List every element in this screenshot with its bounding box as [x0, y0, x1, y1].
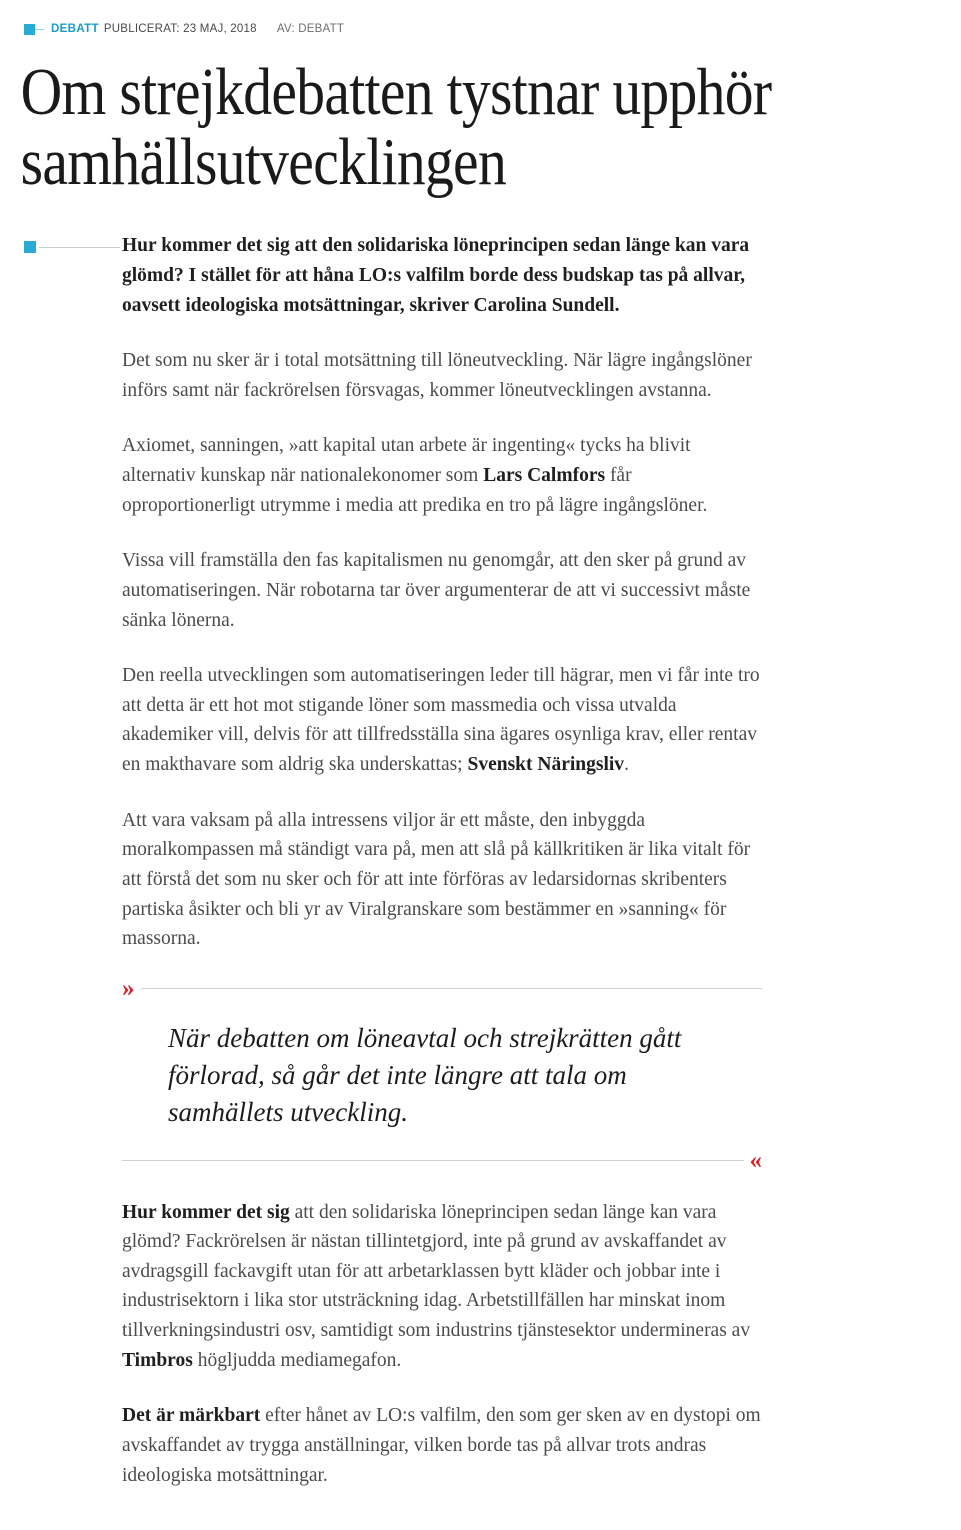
paragraph-3-text-b: får oproportionerligt utrymme i media att predika en tro på lägre ingångslöner. [122, 465, 708, 516]
page-title: Om strejkdebatten tystnar upphör samhällsutvecklingen [20, 55, 772, 199]
pull-quote-rule-line-bottom [122, 1160, 744, 1161]
quote-close-chevron-icon: « [749, 1147, 762, 1175]
blue-square-icon [24, 241, 36, 253]
quote-open-chevron-icon: » [122, 975, 135, 1003]
paragraph-5-text-b: . [624, 754, 629, 776]
lede-rule [39, 247, 120, 248]
article-paragraph-7 [122, 1198, 762, 1376]
pull-quote-top-rule [122, 975, 762, 1003]
link-svenskt-naringsliv[interactable]: Svenskt Näringsliv [467, 754, 625, 776]
pull-quote-text: När debatten om löneavtal och strejkrätten gått förlorad, så går det inte längre att tala om samhällets utveckling. [168, 1022, 682, 1128]
article-lede: Hur kommer det sig att den solidariska löneprincipen sedan länge kan vara glömd? I stället för att håna LO:s valfilm borde dess budskap tas på allvar, oavsett ideologiska motsättningar, skriver Carolina Sundell. [122, 235, 750, 316]
bottom-spacer [122, 1516, 762, 1530]
paragraph-5-text-a: Den reella utvecklingen som automatiseringen leder till hägrar, men vi får inte tro att detta är ett hot mot stigande löner som massmedia och vissa utvalda akademiker vill, delvis för att tillfredsställa sina ägares osynliga krav, eller rentav en makthavare som aldrig ska underskattas; [122, 665, 760, 776]
pull-quote-rule-line-top [141, 988, 763, 989]
paragraph-7-text-b: högljudda mediamegafon. [192, 1349, 402, 1371]
article-paragraph-3 [122, 431, 762, 520]
meta-kicker-debatt[interactable]: DEBATT [51, 23, 99, 35]
paragraph-3-text-a: Axiomet, sanningen, »att kapital utan arbete är ingenting« tycks ha blivit alternativ kunskap när nationalekonomer som [122, 435, 691, 487]
article-paragraph-6: Att vara vaksam på alla intressens viljor är ett måste, den inbyggda moralkompassen må ständigt vara på, men att slå på källkritiken är lika vitalt för att förstå det som nu sker och för att inte förföras av ledarsidornas skribenters partiska åsikter och bli yr av Viralgranskare som bestämmer en »sanning« för massorna. [122, 809, 751, 950]
pull-quote [122, 975, 762, 1175]
article-body [0, 231, 961, 1530]
paragraph-8-text: efter hånet av LO:s valfilm, den som ger sken av en dystopi om avskaffandet av trygga anställningar, vilken borde tas på allvar trots andras ideologiska motsättningar. [122, 1405, 761, 1486]
paragraph-7-leadin: Hur kommer det sig [122, 1201, 290, 1223]
article-paragraph-8 [122, 1401, 762, 1490]
link-timbros[interactable]: Timbros [122, 1349, 193, 1371]
paragraph-7-text-a: att den solidariska löneprincipen sedan länge kan vara glömd? Fackrörelsen är nästan tillintetgjord, inte på grund av avskaffandet av avdragsgill fackavgift utan för att arbetarklassen bytt kläder och jobbar inte i industrisektorn i lika stor utsträckning idag. Arbetstillfällen har minskat inom tillverkningsindustri osv, samtidigt som industrins tjänstesektor undermineras av [122, 1201, 751, 1342]
lede-marker [24, 241, 120, 253]
article-meta-bar [0, 0, 961, 40]
pull-quote-bottom-rule [122, 1147, 762, 1175]
article-column [122, 231, 762, 1530]
article-paragraph-4: Vissa vill framställa den fas kapitalismen nu genomgår, att den sker på grund av automatiseringen. När robotarna tar över argumenterar de att vi successivt måste sänka lönerna. [122, 550, 751, 631]
meta-author[interactable]: AV: DEBATT [276, 23, 345, 35]
blue-square-marker-icon [24, 24, 44, 35]
meta-published-date: PUBLICERAT: 23 MAJ, 2018 [103, 23, 257, 35]
link-lars-calmfors[interactable]: Lars Calmfors [483, 465, 606, 487]
paragraph-8-leadin: Det är märkbart [122, 1405, 261, 1427]
article-paragraph-2: Det som nu sker är i total motsättning till löneutveckling. När lägre ingångslöner införs samt när fackrörelsen försvagas, kommer löneutvecklingen avstanna. [122, 350, 752, 401]
article-paragraph-5 [122, 661, 762, 780]
